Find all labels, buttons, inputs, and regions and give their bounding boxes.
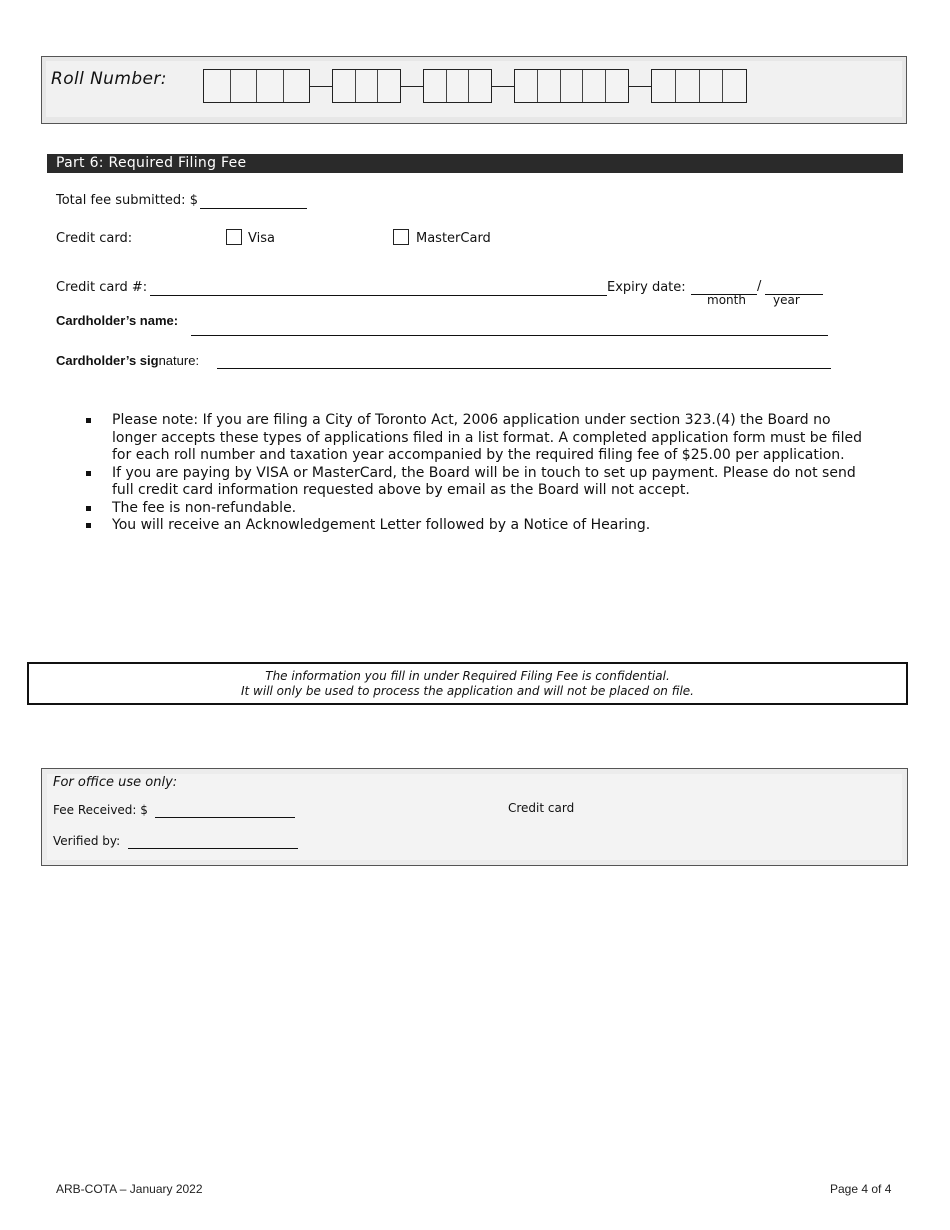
visa-checkbox[interactable] — [226, 229, 242, 245]
list-item: The fee is non-refundable. — [86, 500, 876, 518]
expiry-month-caption: month — [707, 293, 746, 307]
credit-card-label: Credit card: — [56, 231, 133, 246]
footer-page-number: Page 4 of 4 — [830, 1182, 892, 1196]
credit-card-number-label: Credit card #: — [56, 280, 148, 295]
cardholder-name-label: Cardholder’s name: — [56, 313, 179, 328]
cardholder-signature-label — [56, 353, 199, 369]
expiry-separator: / — [757, 279, 762, 294]
roll-number-dash — [401, 86, 423, 87]
verified-by-label: Verified by: — [53, 834, 121, 848]
roll-number-segment-2[interactable] — [332, 69, 401, 103]
roll-number-dash — [492, 86, 514, 87]
office-use-title: For office use only: — [53, 775, 178, 790]
cardholder-name-field[interactable] — [191, 335, 828, 336]
roll-number-segment-1[interactable] — [203, 69, 310, 103]
roll-number-label: Roll Number: — [51, 69, 167, 89]
confidential-line-2: It will only be used to process the application and will not be placed on file. — [240, 683, 694, 698]
bullet-icon — [86, 523, 91, 528]
roll-number-dash — [310, 86, 332, 87]
cardholder-signature-field[interactable] — [217, 368, 831, 369]
mastercard-checkbox[interactable] — [393, 229, 409, 245]
expiry-year-caption: year — [773, 293, 800, 307]
cardholder-signature-label-bold: Cardholder’s sig — [56, 353, 159, 368]
total-fee-field[interactable] — [200, 208, 307, 209]
footer-form-id: ARB-COTA – January 2022 — [56, 1182, 203, 1196]
total-fee-label: Total fee submitted: $ — [56, 193, 198, 208]
visa-label: Visa — [248, 231, 275, 246]
list-item: You will receive an Acknowledgement Letter followed by a Notice of Hearing. — [86, 517, 876, 535]
notes-list — [86, 412, 876, 535]
bullet-icon — [86, 506, 91, 511]
roll-number-segment-4[interactable] — [514, 69, 629, 103]
list-item: Please note: If you are filing a City of Toronto Act, 2006 application under section 323.(4) the Board no longer accepts these types of applications filed in a list format. A completed application form must be filed for each roll number and taxation year accompanied by the required filing fee of $25.00 per application. — [86, 412, 876, 465]
fee-received-field[interactable] — [155, 817, 295, 818]
confidential-notice — [27, 662, 908, 705]
fee-received-label: Fee Received: $ — [53, 803, 148, 817]
bullet-icon — [86, 418, 91, 423]
mastercard-label: MasterCard — [416, 231, 491, 246]
office-credit-card-label: Credit card — [508, 801, 575, 815]
confidential-line-1: The information you fill in under Required Filing Fee is confidential. — [265, 669, 670, 683]
bullet-icon — [86, 471, 91, 476]
cardholder-signature-label-rest: nature: — [158, 353, 200, 368]
expiry-date-label: Expiry date: — [607, 280, 686, 295]
credit-card-number-field[interactable] — [150, 295, 607, 296]
list-item: If you are paying by VISA or MasterCard, the Board will be in touch to set up payment. Please do not send full credit card information requested above by email as the Board will not accept. — [86, 465, 876, 500]
roll-number-dash — [629, 86, 651, 87]
roll-number-segment-5[interactable] — [651, 69, 747, 103]
roll-number-segment-3[interactable] — [423, 69, 492, 103]
verified-by-field[interactable] — [128, 848, 298, 849]
part-6-header: Part 6: Required Filing Fee — [47, 154, 903, 173]
